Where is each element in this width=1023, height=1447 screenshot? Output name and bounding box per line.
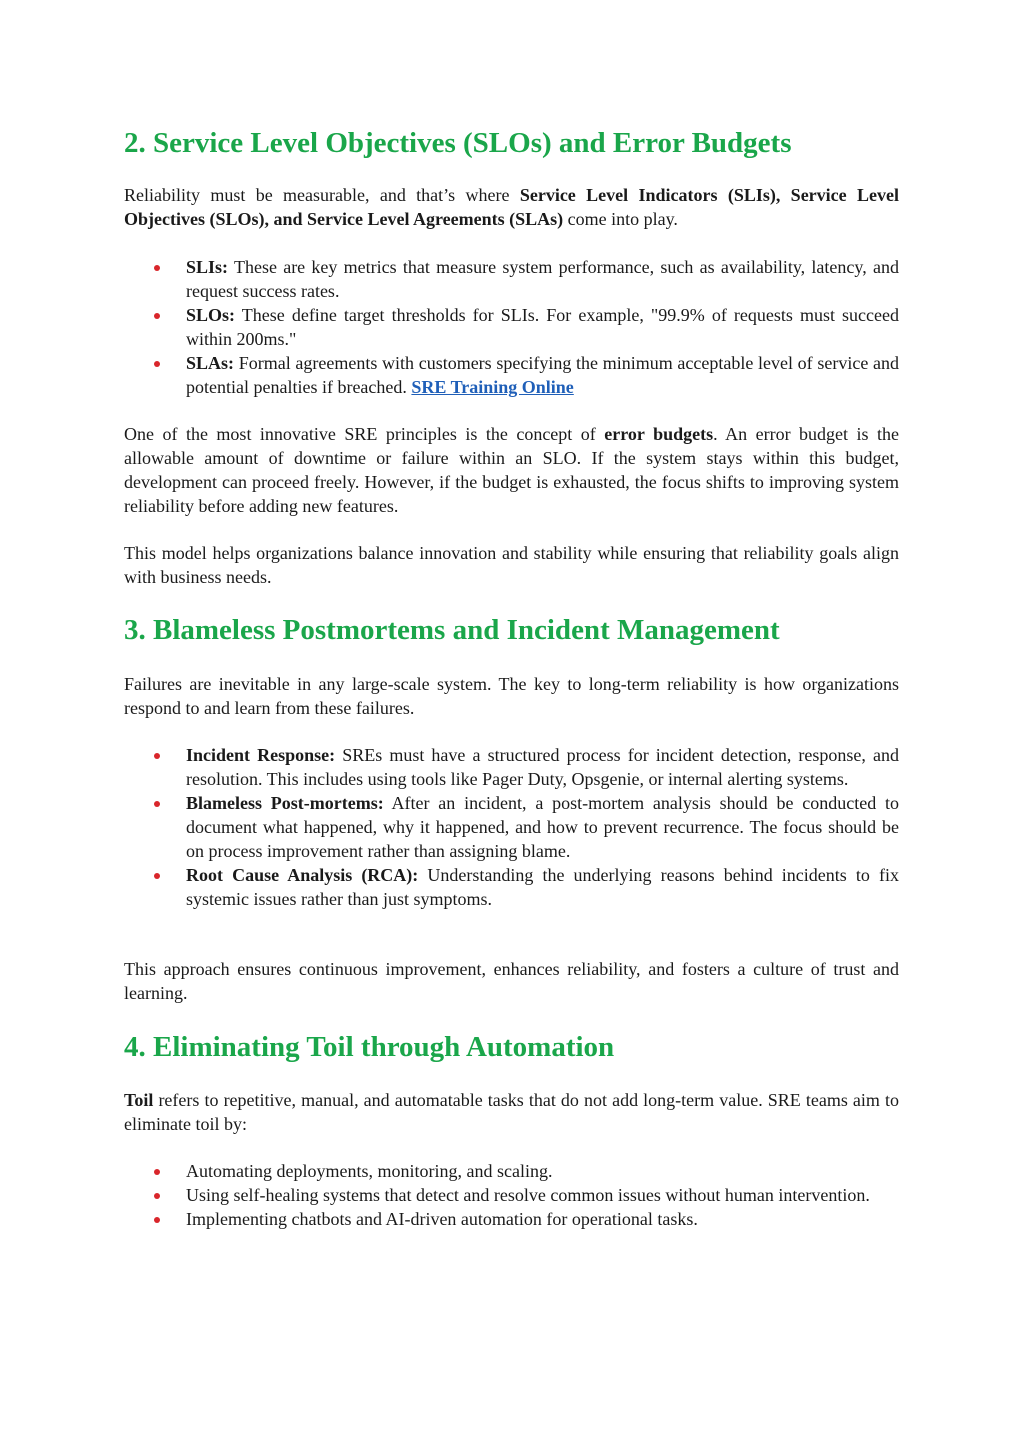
list-item: [124, 1183, 899, 1207]
bullet-text: Using self-healing systems that detect and resolve common issues without human intervention.: [186, 1185, 870, 1205]
bullet-dot-icon: [154, 1193, 160, 1199]
toil-term: Toil: [124, 1090, 154, 1110]
bullet-term: SLOs:: [186, 305, 236, 325]
bullet-text: After an incident, a post-mortem analysis should be conducted to document what happened, why it happened, and how to prevent recurrence. The focus should be on process improvement rather than assigning blame.: [186, 793, 899, 861]
bullet-dot-icon: [154, 873, 160, 879]
bullet-dot-icon: [154, 801, 160, 807]
list-item: [124, 255, 899, 303]
bullet-text: These are key metrics that measure system performance, such as availability, latency, and request success rates.: [186, 257, 899, 301]
section-3-heading: 3. Blameless Postmortems and Incident Management: [124, 614, 780, 646]
bullet-text: Automating deployments, monitoring, and scaling.: [186, 1161, 553, 1181]
section-3-intro: Failures are inevitable in any large-scale system. The key to long-term reliability is how organizations respond to and learn from these failures.: [124, 674, 899, 718]
section-4-intro: [124, 1088, 899, 1136]
bullet-dot-icon: [154, 1169, 160, 1175]
bullet-term: Root Cause Analysis (RCA):: [186, 865, 419, 885]
bullet-text: Implementing chatbots and AI-driven automation for operational tasks.: [186, 1209, 698, 1229]
list-item: [124, 791, 899, 863]
section-4-heading: 4. Eliminating Toil through Automation: [124, 1031, 615, 1063]
model-paragraph: This model helps organizations balance innovation and stability while ensuring that reliability goals align with business needs.: [124, 543, 899, 587]
bullet-text: SREs must have a structured process for incident detection, response, and resolution. This includes using tools like Pager Duty, Opsgenie, or internal alerting systems.: [186, 745, 899, 789]
sre-training-link[interactable]: SRE Training Online: [411, 377, 574, 397]
bullet-dot-icon: [154, 265, 160, 271]
error-budget-paragraph: [124, 422, 899, 518]
list-item: [124, 351, 899, 399]
bullet-dot-icon: [154, 1217, 160, 1223]
intro-bold-terms: Service Level Indicators (SLIs), Service Level Objectives (SLOs), and Service Level Agreements (SLAs): [124, 185, 899, 229]
paragraph-text-end: . An error budget is the allowable amount of downtime or failure within an SLO. If the system stays within this budget, development can proceed freely. However, if the budget is exhausted, the focus shifts to improving system reliability before adding new features.: [124, 424, 900, 516]
section-3-outro: This approach ensures continuous improvement, enhances reliability, and fosters a culture of trust and learning.: [124, 959, 899, 1003]
bullet-text: Understanding the underlying reasons behind incidents to fix systemic issues rather than just symptoms.: [186, 865, 899, 909]
list-item: [124, 743, 899, 791]
bullet-term: SLIs:: [186, 257, 229, 277]
bullet-term: SLAs:: [186, 353, 235, 373]
bullet-dot-icon: [154, 361, 160, 367]
incident-bullet-list: [124, 743, 899, 911]
bullet-dot-icon: [154, 313, 160, 319]
list-item: [124, 863, 899, 911]
paragraph-text: One of the most innovative SRE principles is the concept of: [124, 424, 605, 444]
error-budgets-term: error budgets: [604, 424, 714, 444]
intro-text-end: come into play.: [563, 209, 678, 229]
list-item: [124, 303, 899, 351]
section-2-intro: [124, 183, 899, 231]
intro-text: Reliability must be measurable, and that’s where: [124, 185, 520, 205]
bullet-term: Incident Response:: [186, 745, 336, 765]
list-item: [124, 1159, 899, 1183]
toil-bullet-list: [124, 1159, 899, 1231]
bullet-text: These define target thresholds for SLIs. For example, "99.9% of requests must succeed within 200ms.": [186, 305, 899, 349]
section-2-heading: 2. Service Level Objectives (SLOs) and Error Budgets: [124, 127, 792, 159]
intro-text: refers to repetitive, manual, and automatable tasks that do not add long-term value. SRE teams aim to eliminate toil by:: [124, 1090, 899, 1134]
bullet-dot-icon: [154, 753, 160, 759]
list-item: [124, 1207, 899, 1231]
bullet-term: Blameless Post-mortems:: [186, 793, 384, 813]
slo-bullet-list: [124, 255, 899, 399]
bullet-text: Formal agreements with customers specifying the minimum acceptable level of service and potential penalties if breached.: [186, 353, 899, 397]
